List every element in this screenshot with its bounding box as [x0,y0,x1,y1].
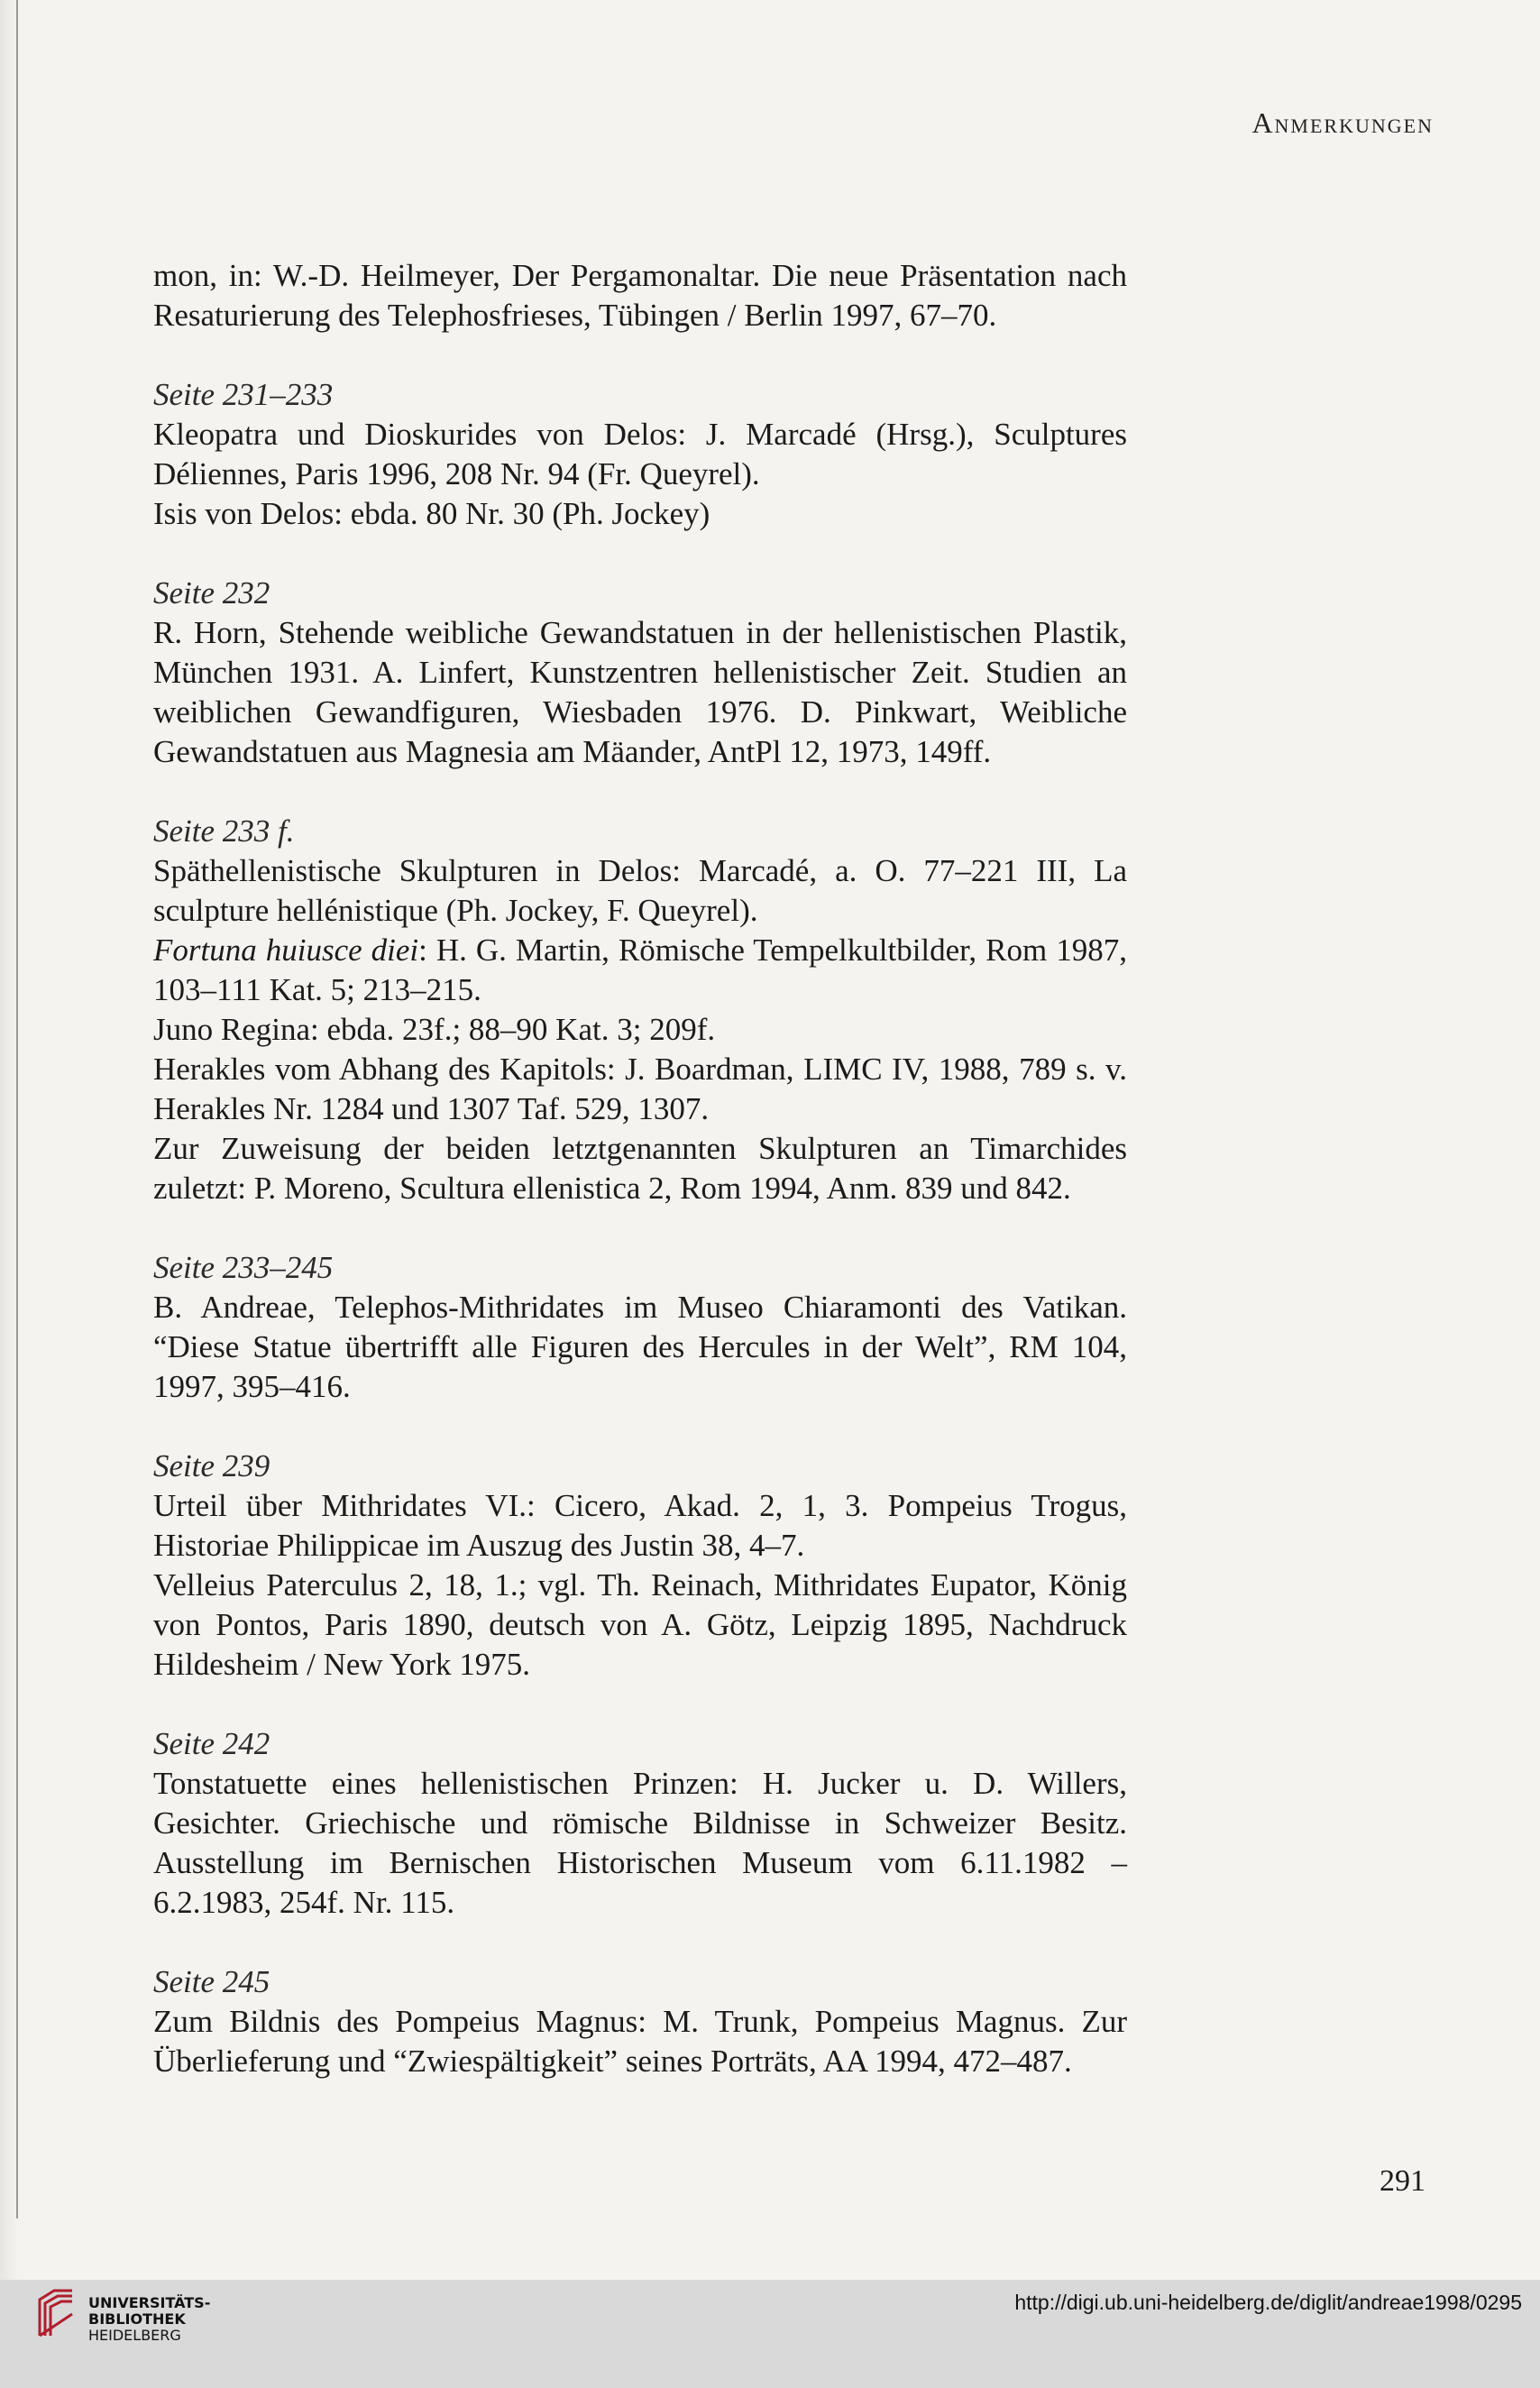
note-entry: Juno Regina: ebda. 23f.; 88–90 Kat. 3; 209f. [153,1012,716,1047]
note-entry: Späthellenistische Skulpturen in Delos: Marcadé, a. O. 77–221 III, La sculpture hellénistique (Ph. Jockey, F. Queyrel). [153,853,1127,928]
notes-text-block [153,256,1127,2081]
section-heading: Seite 232 [153,575,270,611]
source-url-link[interactable]: http://digi.ub.uni-heidelberg.de/diglit/andreae1998/0295 [1014,2291,1522,2314]
fortuna-citation: : H. G. Martin, Römische Tempelkultbilder, Rom 1987, 103–111 Kat. 5; 213–215. [153,932,1128,1007]
section-seite-232 [153,574,1127,772]
section-heading: Seite 233 f. [153,813,295,849]
section-heading: Seite 239 [153,1448,270,1483]
section-heading: Seite 242 [153,1726,270,1761]
library-name-line3: HEIDELBERG [88,2327,181,2344]
library-name-line2: BIBLIOTHEK [88,2310,186,2328]
section-seite-239 [153,1447,1127,1685]
page-number: 291 [1380,2164,1425,2198]
section-heading: Seite 231–233 [153,377,334,412]
note-entry: Kleopatra und Dioskurides von Delos: J. Marcadé (Hrsg.), Sculptures Déliennes, Paris 1996, 208 Nr. 94 (Fr. Queyrel). [153,417,1127,491]
note-entry: Zum Bildnis des Pompeius Magnus: M. Trunk, Pompeius Magnus. Zur Überlieferung und “Zwiespältigkeit” seines Porträts, AA 1994, 472–487. [153,2004,1127,2079]
spine-edge-line [16,0,18,2218]
section-seite-231-233 [153,375,1127,534]
note-entry: Zur Zuweisung der beiden letztgenannten Skulpturen an Timarchides zuletzt: P. Moreno, Scultura ellenistica 2, Rom 1994, Anm. 839 und 842. [153,1131,1127,1206]
section-heading: Seite 233–245 [153,1250,334,1285]
page-spine [0,0,18,2280]
section-seite-245 [153,1962,1127,2081]
note-entry: Isis von Delos: ebda. 80 Nr. 30 (Ph. Jockey) [153,496,710,531]
intro-paragraph: mon, in: W.-D. Heilmeyer, Der Pergamonaltar. Die neue Präsentation nach Resaturierung des Telephosfrieses, Tübingen / Berlin 1997, 67–70. [153,258,1127,333]
note-entry: Tonstatuette eines hellenistischen Prinzen: H. Jucker u. D. Willers, Gesichter. Griechische und römische Bildnisse in Schweizer Besitz. Ausstellung im Bernischen Historischen Museum vom 6.11.1982 – 6.2.1983, 254f. Nr. 115. [153,1766,1127,1920]
library-name [88,2295,210,2344]
section-seite-233f [153,812,1127,1208]
note-entry: Velleius Paterculus 2, 18, 1.; vgl. Th. Reinach, Mithridates Eupator, König von Pontos, Paris 1890, deutsch von A. Götz, Leipzig 1895, Nachdruck Hildesheim / New York 1975. [153,1567,1127,1682]
library-name-line1: UNIVERSITÄTS- [88,2294,211,2311]
note-entry: Herakles vom Abhang des Kapitols: J. Boardman, LIMC IV, 1988, 789 s. v. Herakles Nr. 1284 und 1307 Taf. 529, 1307. [153,1052,1127,1126]
running-head: Anmerkungen [1251,106,1434,139]
section-heading: Seite 245 [153,1964,270,1999]
fortuna-italic-title: Fortuna huiusce diei [153,932,419,968]
section-seite-233-245 [153,1248,1127,1407]
note-entry: B. Andreae, Telephos-Mithridates im Museo Chiaramonti des Vatikan. “Diese Statue übertrifft alle Figuren des Hercules in der Welt”, RM 104, 1997, 395–416. [153,1290,1127,1404]
note-entry-fortuna [153,931,1127,1010]
note-entry: R. Horn, Stehende weibliche Gewandstatuen in der hellenistischen Plastik, München 1931. A. Linfert, Kunstzentren hellenistischer Zeit. Studien an weiblichen Gewandfiguren, Wiesbaden 1976. D. Pinkwart, Weibliche Gewandstatuen aus Magnesia am Mäander, AntPl 12, 1973, 149ff. [153,615,1127,769]
ub-heidelberg-logo-icon [36,2287,78,2339]
section-seite-242 [153,1724,1127,1923]
note-entry: Urteil über Mithridates VI.: Cicero, Akad. 2, 1, 3. Pompeius Trogus, Historiae Philippicae im Auszug des Justin 38, 4–7. [153,1488,1127,1563]
